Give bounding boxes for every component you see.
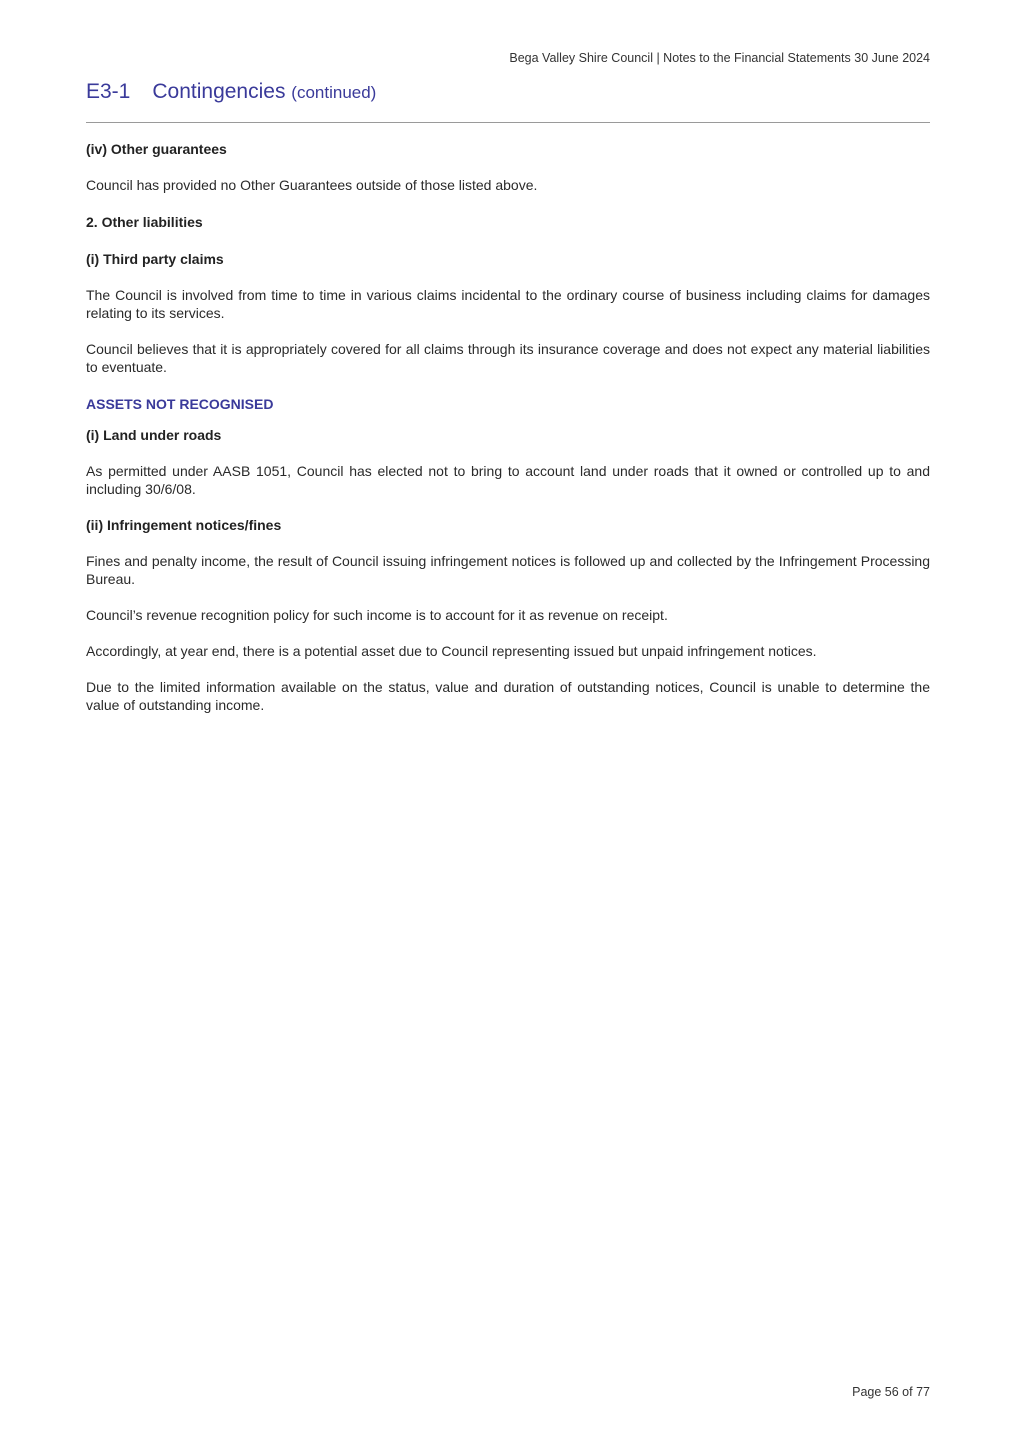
infringement-notices-heading: (ii) Infringement notices/fines xyxy=(86,517,282,533)
outstanding-income-paragraph: Due to the limited information available on the status, value and duration of outstanding notices, Council is unable to determine the value of outstanding income. xyxy=(86,679,930,713)
running-header: Bega Valley Shire Council | Notes to the Financial Statements 30 June 2024 xyxy=(509,51,930,65)
section-title xyxy=(86,80,376,104)
other-guarantees-paragraph: Council has provided no Other Guarantees outside of those listed above. xyxy=(86,177,538,193)
section-number: E3-1 xyxy=(86,80,131,103)
assets-not-recognised-heading: ASSETS NOT RECOGNISED xyxy=(86,396,274,412)
fines-income-paragraph: Fines and penalty income, the result of Council issuing infringement notices is followed up and collected by the Infringement Processing Bureau. xyxy=(86,553,930,587)
document-body xyxy=(86,140,930,714)
revenue-recognition-paragraph: Council’s revenue recognition policy for such income is to account for it as revenue on receipt. xyxy=(86,607,668,623)
other-liabilities-heading: 2. Other liabilities xyxy=(86,214,203,230)
land-under-roads-paragraph: As permitted under AASB 1051, Council has elected not to bring to account land under roads that it owned or controlled up to and including 30/6/08. xyxy=(86,463,930,497)
page-number: Page 56 of 77 xyxy=(852,1385,930,1399)
third-party-claims-heading: (i) Third party claims xyxy=(86,251,224,267)
land-under-roads-heading: (i) Land under roads xyxy=(86,427,222,443)
third-party-claims-paragraph: The Council is involved from time to time in various claims incidental to the ordinary course of business including claims for damages relating to its services. xyxy=(86,287,930,321)
section-continued-label: (continued) xyxy=(291,83,377,102)
title-divider xyxy=(86,122,930,123)
other-guarantees-heading: (iv) Other guarantees xyxy=(86,141,227,157)
insurance-coverage-paragraph: Council believes that it is appropriately covered for all claims through its insurance coverage and does not expect any material liabilities to eventuate. xyxy=(86,341,930,375)
section-name: Contingencies xyxy=(152,80,286,103)
potential-asset-paragraph: Accordingly, at year end, there is a potential asset due to Council representing issued but unpaid infringement notices. xyxy=(86,643,817,659)
